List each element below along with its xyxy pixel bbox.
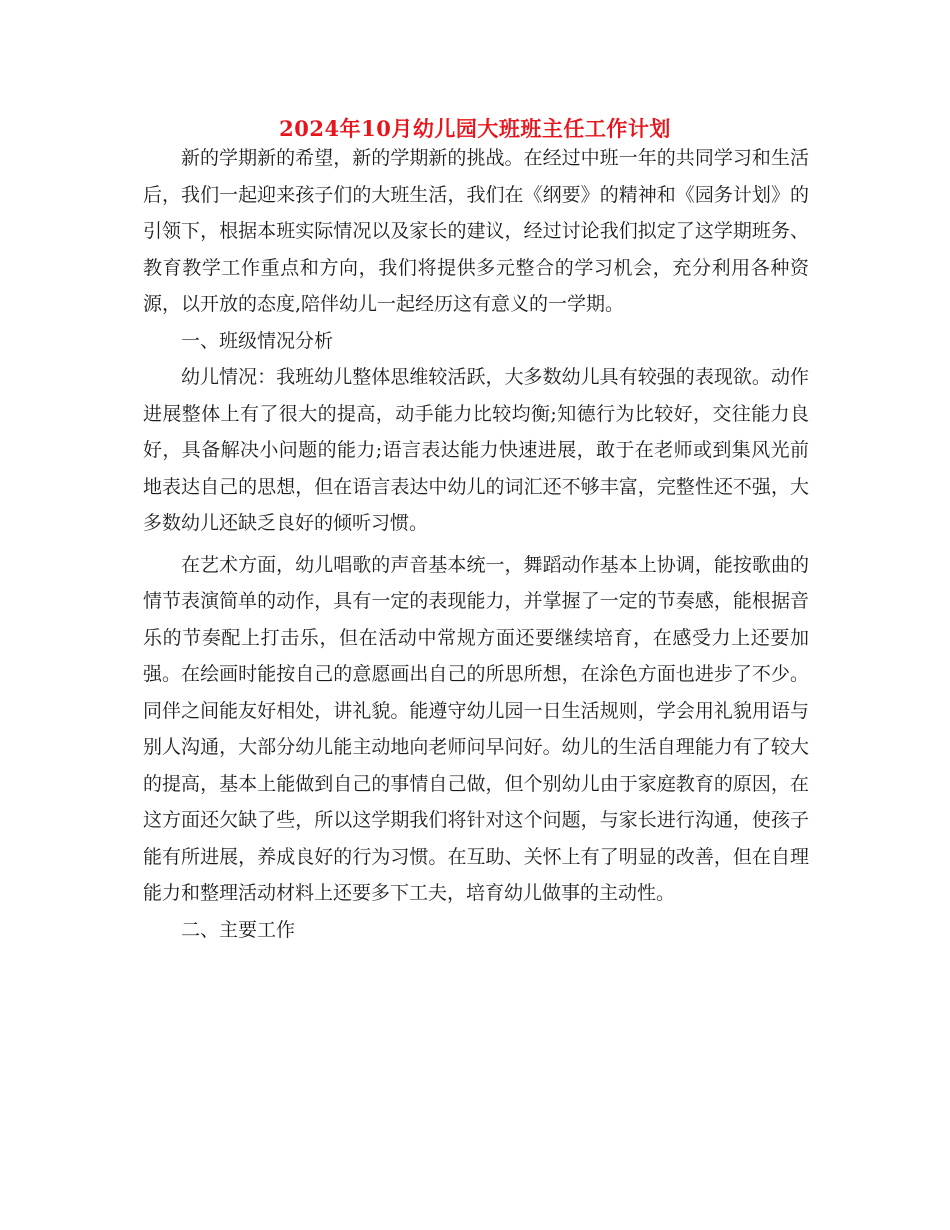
document-body bbox=[143, 140, 809, 948]
section-heading-main-work: 二、主要工作 bbox=[181, 918, 296, 941]
section-heading-class-analysis: 一、班级情况分析 bbox=[181, 329, 334, 352]
children-situation-paragraph: 幼儿情况：我班幼儿整体思维较活跃，大多数幼儿具有较强的表现欲。动作进展整体上有了很大的提高，动手能力比较均衡;知德行为比较好，交往能力良好，具备解决小问题的能力;语言表达能力快速进展，敢于在老师或到集风光前地表达自己的思想，但在语言表达中幼儿的词汇还不够丰富，完整性还不强，大多数幼儿还缺乏良好的倾听习惯。 bbox=[143, 366, 809, 534]
document-title: 2024年10月幼儿园大班班主任工作计划 bbox=[279, 116, 671, 141]
intro-paragraph: 新的学期新的希望，新的学期新的挑战。在经过中班一年的共同学习和生活后，我们一起迎来孩子们的大班生活，我们在《纲要》的精神和《园务计划》的引领下，根据本班实际情况以及家长的建议，经过讨论我们拟定了这学期班务、教育教学工作重点和方向，我们将提供多元整合的学习机会，充分利用各种资源，以开放的态度,陪伴幼儿一起经历这有意义的一学期。 bbox=[143, 147, 809, 315]
art-aspect-paragraph: 在艺术方面，幼儿唱歌的声音基本统一，舞蹈动作基本上协调，能按歌曲的情节表演简单的动作，具有一定的表现能力，并掌握了一定的节奏感，能根据音乐的节奏配上打击乐，但在活动中常规方面还要继续培育，在感受力上还要加强。在绘画时能按自己的意愿画出自己的所思所想，在涂色方面也进步了不少。同伴之间能友好相处，讲礼貌。能遵守幼儿园一日生活规则，学会用礼貌用语与别人沟通，大部分幼儿能主动地向老师问早问好。幼儿的生活自理能力有了较大的提高，基本上能做到自己的事情自己做，但个别幼儿由于家庭教育的原因，在这方面还欠缺了些，所以这学期我们将针对这个问题，与家长进行沟通，使孩子能有所进展，养成良好的行为习惯。在互助、关怀上有了明显的改善，但在自理能力和整理活动材料上还要多下工夫，培育幼儿做事的主动性。 bbox=[143, 553, 809, 904]
